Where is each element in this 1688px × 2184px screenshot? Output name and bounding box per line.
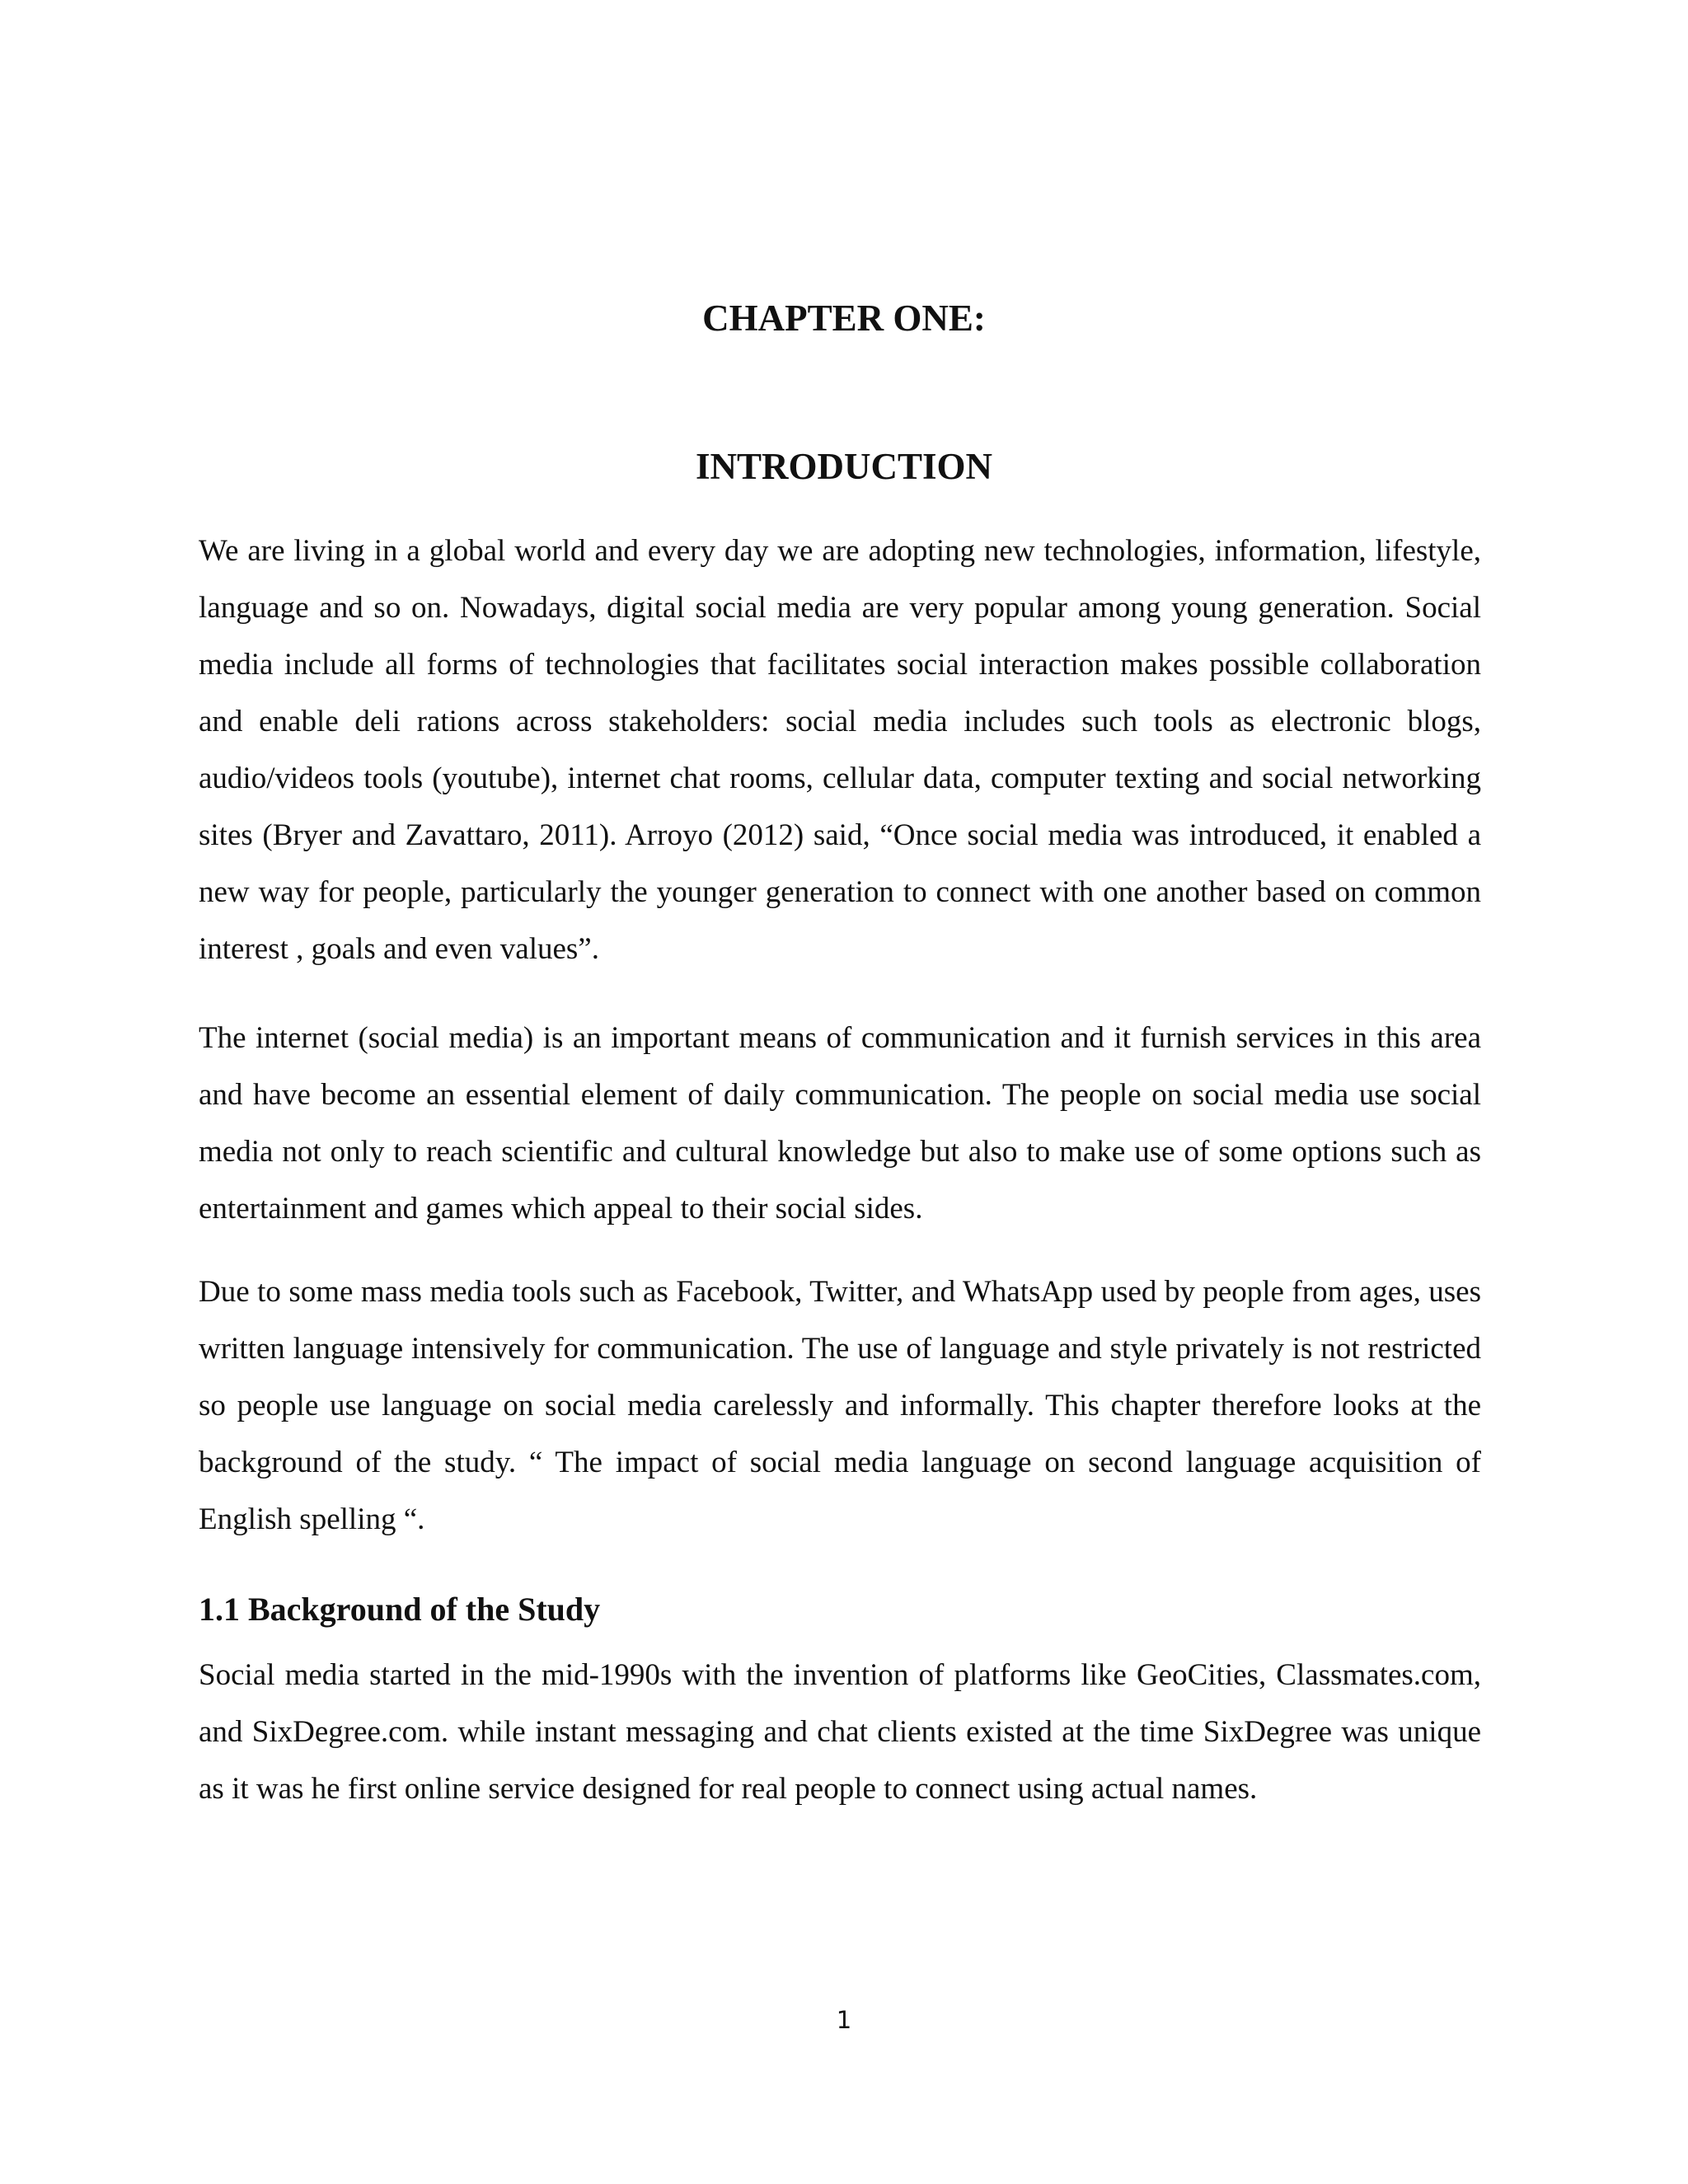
chapter-title: CHAPTER ONE: [702, 298, 986, 339]
page-number: 1 [836, 2006, 852, 2034]
intro-paragraph-2: The internet (social media) is an important means of communication and it furnish services in this area and have become an essential element of daily communication. The people on social media use social media not only to reach scientific and cultural knowledge but also to make use of some options such as entertainment and games which appeal to their social sides. [199, 1021, 1481, 1226]
subsection-heading: 1.1 Background of the Study [199, 1591, 601, 1628]
section-title: INTRODUCTION [695, 446, 993, 487]
background-paragraph-1: Social media started in the mid-1990s with the invention of platforms like GeoCities, Classmates.com, and SixDegree.com. while instant messaging and chat clients existed at the time SixDegree was unique as it was he first online service designed for real people to connect using actual names. [199, 1658, 1481, 1806]
intro-paragraph-3: Due to some mass media tools such as Facebook, Twitter, and WhatsApp used by people from ages, uses written language intensively for communication. The use of language and style privately is not restricted so people use language on social media carelessly and informally. This chapter therefore looks at the background of the study. “ The impact of social media language on second language acquisition of English spelling “. [199, 1275, 1481, 1536]
intro-paragraph-1: We are living in a global world and every day we are adopting new technologies, information, lifestyle, language and so on. Nowadays, digital social media are very popular among young generation. Social media include all forms of technologies that facilitates social interaction makes possible collaboration and enable deli rations across stakeholders: social media includes such tools as electronic blogs, audio/videos tools (youtube), internet chat rooms, cellular data, computer texting and social networking sites (Bryer and Zavattaro, 2011). Arroyo (2012) said, “Once social media was introduced, it enabled a new way for people, particularly the younger generation to connect with one another based on common interest , goals and even values”. [199, 534, 1481, 966]
